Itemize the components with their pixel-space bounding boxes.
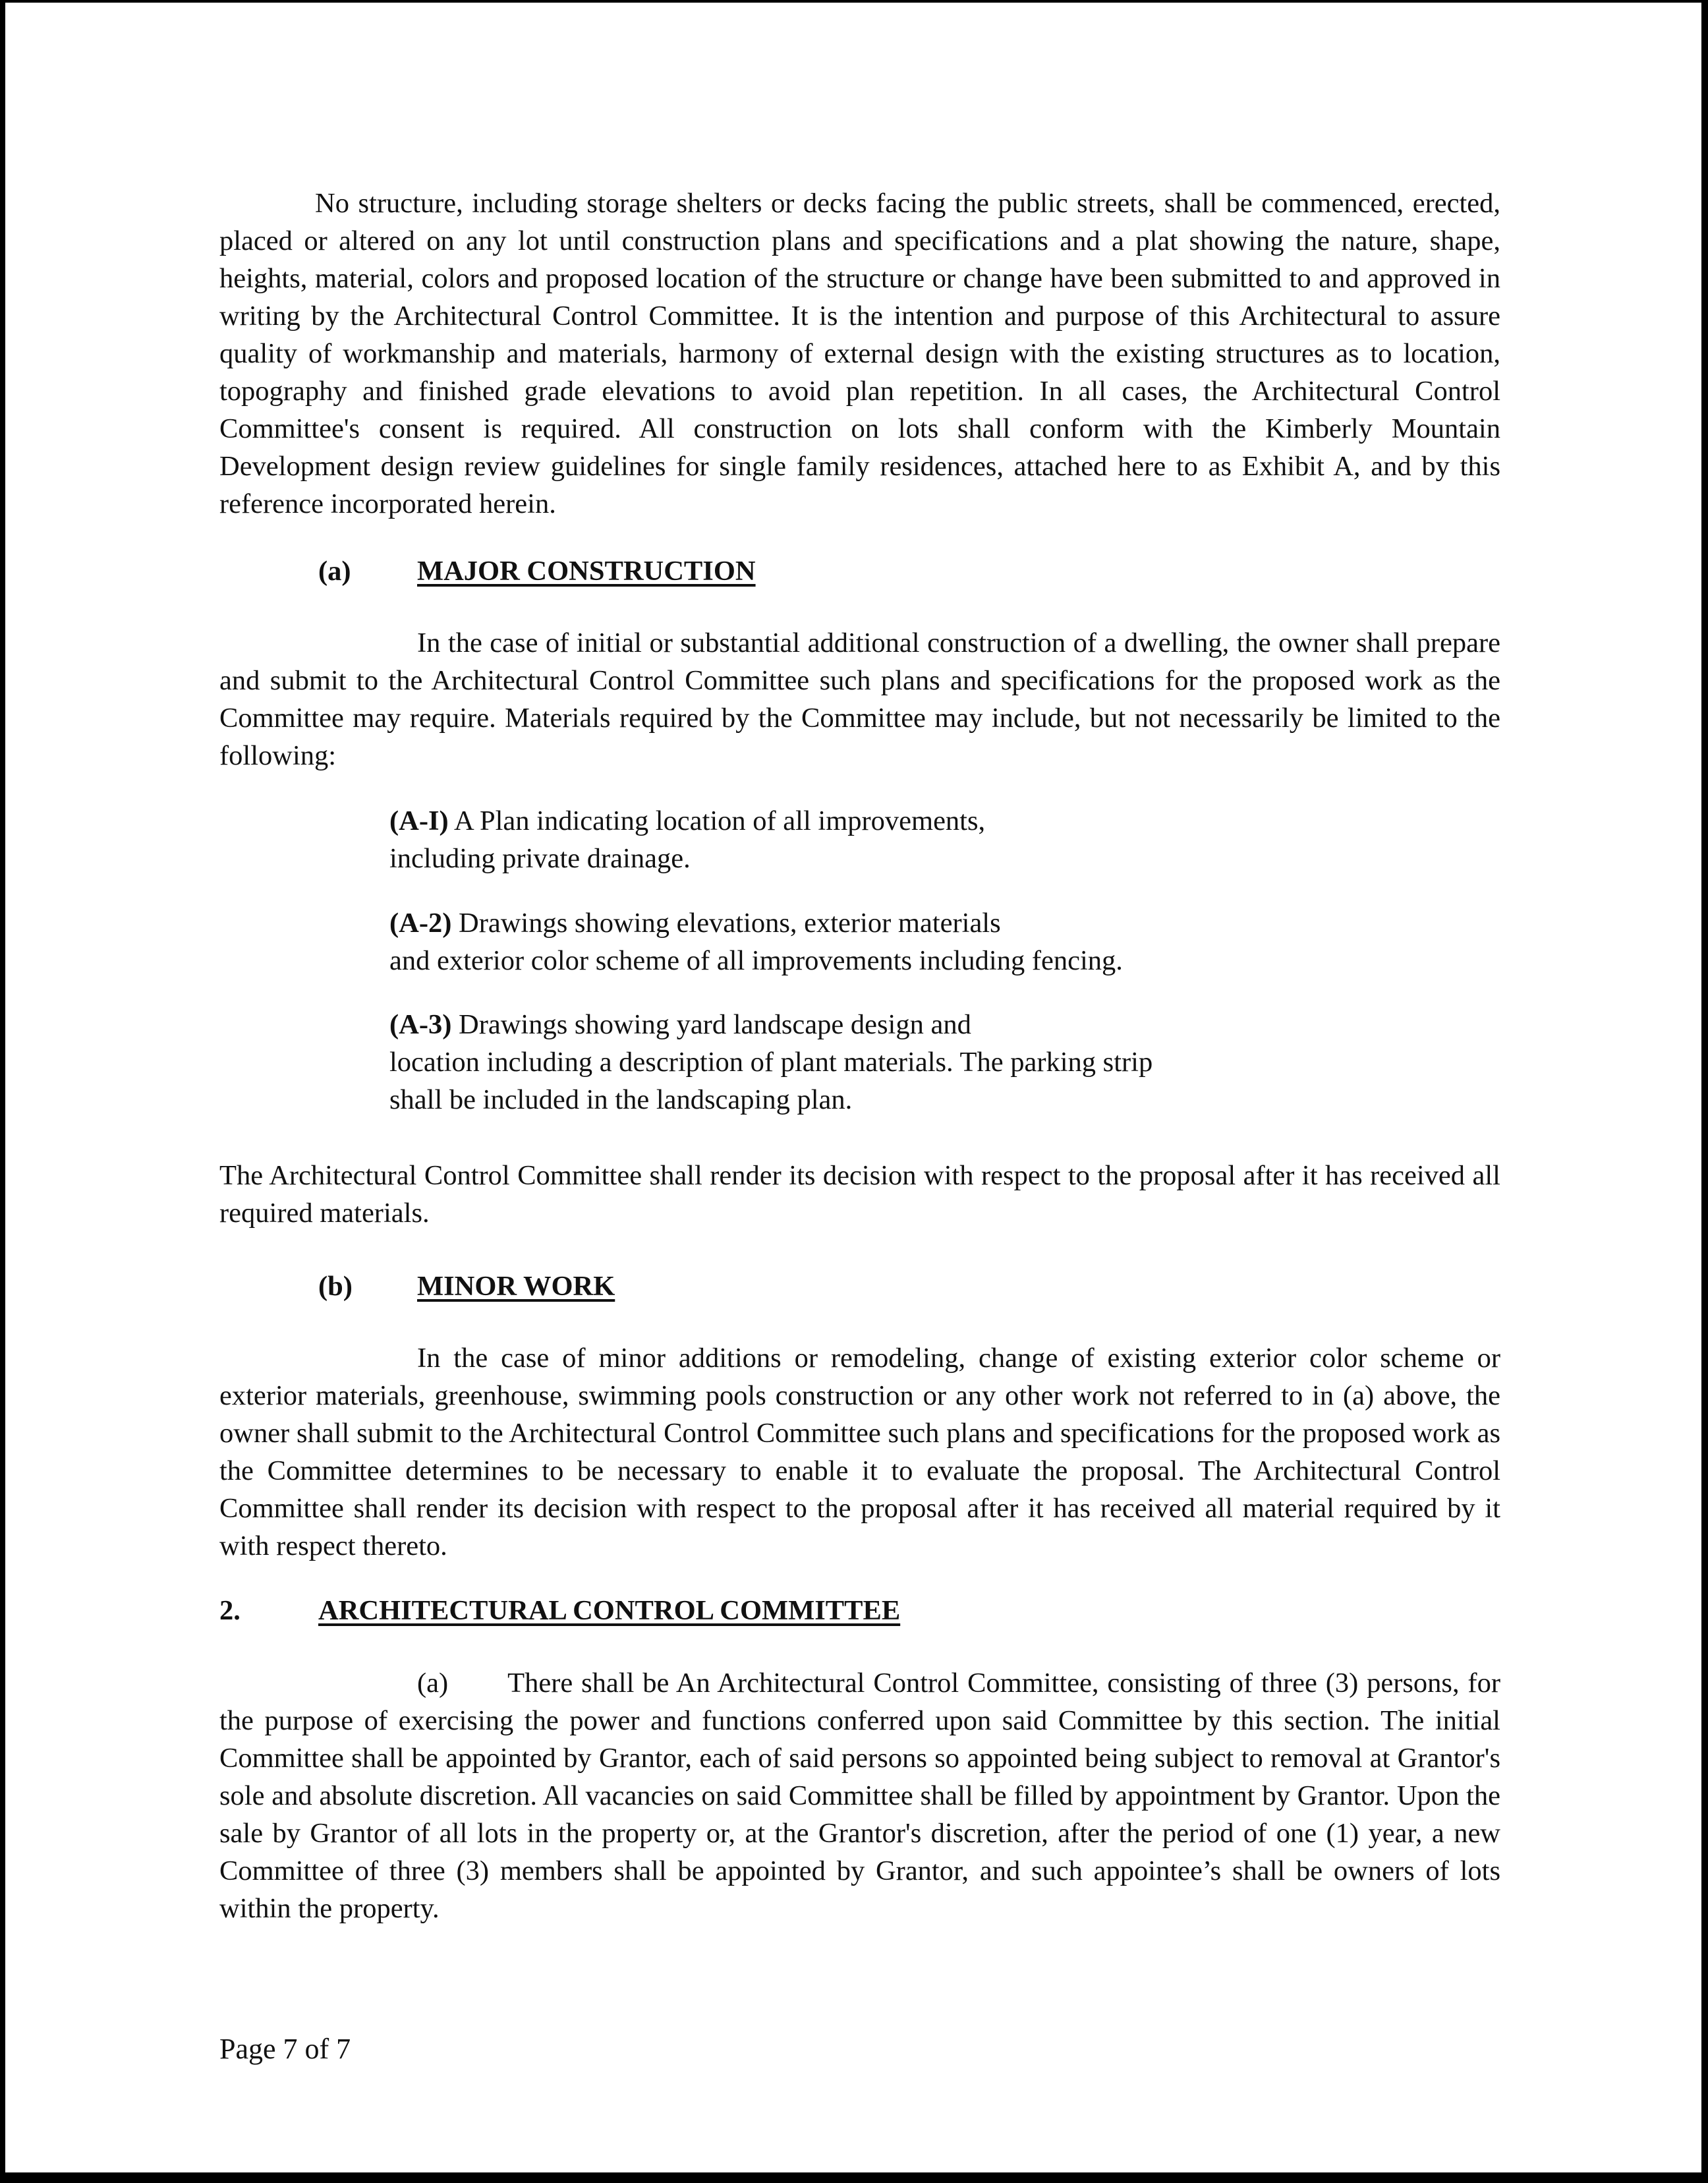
section-b-paragraph: In the case of minor additions or remodeling, change of existing exterior color scheme or exterior materials, greenhouse, swimming pools construction or any other work not referred to in (a) above, the owner shall submit to the Architectural Control Committee such plans and specifications for the proposed work as the Committee determines to be necessary to enable it to evaluate the proposal. The Architectural Control Committee shall render its decision with respect to the proposal after it has received all material required by it with respect thereto. [219, 1343, 1500, 1561]
section-a-closing: The Architectural Control Committee shall render its decision with respect to the proposal after it has received all required materials. [219, 1160, 1500, 1229]
list-item-text: Drawings showing elevations, exterior materials [459, 908, 1001, 939]
section-a-closing-block [219, 1157, 1500, 1232]
section-b-label: (b) [318, 1271, 353, 1302]
section-2-block [219, 1664, 1500, 1927]
section-a-label: (a) [318, 556, 351, 587]
list-item-first-line [389, 802, 1312, 840]
section-2-title: ARCHITECTURAL CONTROL COMMITTEE [318, 1595, 901, 1626]
list-item-text: shall be included in the landscaping plan. [389, 1084, 853, 1115]
section-2-label: 2. [219, 1595, 241, 1626]
list-item-text: location including a description of plant materials. The parking strip [389, 1047, 1153, 1078]
list-item-label: (A-2) [389, 908, 452, 939]
section-a-paragraph: In the case of initial or substantial additional construction of a dwelling, the owner shall prepare and submit to the Architectural Control Committee such plans and specifications for the proposed work as the Committee may require. Materials required by the Committee may include, but not necessarily be limited to the following: [219, 627, 1500, 771]
list-item-text: including private drainage. [389, 843, 691, 874]
list-item-label: (A-3) [389, 1009, 452, 1040]
list-item-first-line [389, 1006, 1312, 1043]
list-item-text: A Plan indicating location of all improvements, [453, 805, 986, 836]
section-b-block [219, 1339, 1500, 1565]
intro-block [219, 185, 1500, 523]
section-b-title: MINOR WORK [417, 1271, 615, 1302]
section-2-paragraph: (a) There shall be An Architectural Control Committee, consisting of three (3) persons, for the purpose of exercising the power and functions conferred upon said Committee by this section. The initial Committee shall be appointed by Grantor, each of said persons so appointed being subject to removal at Grantor's sole and absolute discretion. All vacancies on said Committee shall be filled by appointment by Grantor. Upon the sale by Grantor of all lots in the property or, at the Grantor's discretion, after the period of one (1) year, a new Committee of three (3) members shall be appointed by Grantor, and such appointee’s shall be owners of lots within the property. [219, 1668, 1500, 1924]
list-item-a3 [389, 1006, 1312, 1119]
section-a-title: MAJOR CONSTRUCTION [417, 556, 756, 587]
list-item-text: and exterior color scheme of all improvements including fencing. [389, 945, 1123, 976]
intro-paragraph: No structure, including storage shelters or decks facing the public streets, shall be commenced, erected, placed or altered on any lot until construction plans and specifications and a plat showing the nature, shape, heights, material, colors and proposed location of the structure or change have been submitted to and approved in writing by the Architectural Control Committee. It is the intention and purpose of this Architectural to assure quality of workmanship and materials, harmony of external design with the existing structures as to location, topography and finished grade elevations to avoid plan repetition. In all cases, the Architectural Control Committee's consent is required. All construction on lots shall conform with the Kimberly Mountain Development design review guidelines for single family residences, attached here to as Exhibit A, and by this reference incorporated herein. [219, 188, 1500, 519]
list-item-label: (A-I) [389, 805, 449, 836]
section-a-block [219, 624, 1500, 774]
list-item-first-line [389, 904, 1312, 942]
list-item-a2 [389, 904, 1312, 979]
list-item-text: Drawings showing yard landscape design and [459, 1009, 971, 1040]
list-item-a1 [389, 802, 1312, 877]
page-number: Page 7 of 7 [219, 2033, 351, 2065]
